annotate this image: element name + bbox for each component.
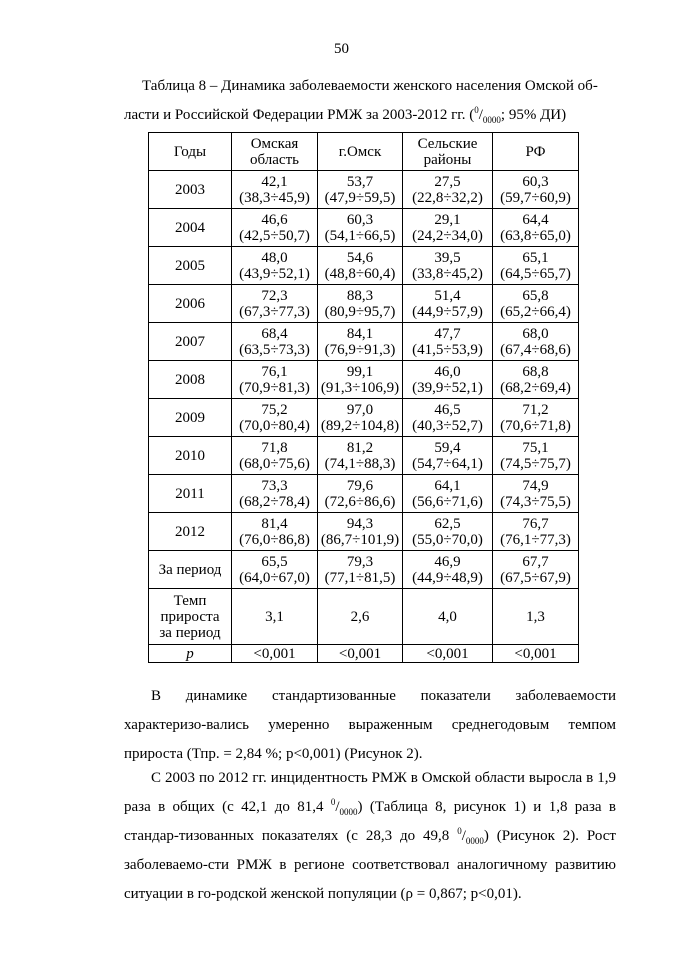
- table-cell: 65,5 (64,0÷67,0): [232, 551, 318, 589]
- table-cell: 48,0 (43,9÷52,1): [232, 247, 318, 285]
- table-cell: 94,3 (86,7÷101,9): [318, 513, 403, 551]
- table-cell: 81,2 (74,1÷88,3): [318, 437, 403, 475]
- table-cell: 68,0 (67,4÷68,6): [493, 323, 579, 361]
- p-value: <0,001: [493, 645, 579, 663]
- table-cell: 79,6 (72,6÷86,6): [318, 475, 403, 513]
- growth-value: 1,3: [493, 589, 579, 645]
- table-cell: 79,3 (77,1÷81,5): [318, 551, 403, 589]
- table-cell: 54,6 (48,8÷60,4): [318, 247, 403, 285]
- table-row: [149, 209, 579, 247]
- table-cell: 65,1 (64,5÷65,7): [493, 247, 579, 285]
- row-label: 2007: [149, 323, 232, 361]
- p-value: <0,001: [318, 645, 403, 663]
- table-row: [149, 475, 579, 513]
- table-row: [149, 285, 579, 323]
- table-cell: 29,1 (24,2÷34,0): [403, 209, 493, 247]
- paragraph-2: С 2003 по 2012 гг. инцидентность РМЖ в Омской области выросла в 1,9 раза в общих (с 42,1 до 81,4 $^0/_{0000}$) (Таблица 8, рисунок 1) и 1,8 раза в стандар-тизованных показателях (с 28,3 до 49,8 $^0/_{0000}$) (Рисунок 2). Рост заболеваемо-сти РМЖ в регионе соответствовал аналогичному развитию ситуации в го-родской женской популяции (ρ = 0,867; p<0,01).: [124, 770, 616, 902]
- header-rf: РФ: [493, 133, 579, 171]
- header-omsk-city: г.Омск: [318, 133, 403, 171]
- paragraph-1: В динамике стандартизованные показатели заболеваемости характеризо-вались умеренно выраженным среднегодовым темпом прироста (Тпр. = 2,84 %; p<0,001) (Рисунок 2).: [124, 688, 616, 762]
- header-years: Годы: [149, 133, 232, 171]
- table-cell: 68,8 (68,2÷69,4): [493, 361, 579, 399]
- table-row: [149, 171, 579, 209]
- table-cell: 60,3 (59,7÷60,9): [493, 171, 579, 209]
- row-label: 2004: [149, 209, 232, 247]
- table-row: [149, 551, 579, 589]
- caption-line-2: ласти и Российской Федерации РМЖ за 2003-2012 гг. (: [124, 107, 475, 123]
- p-label: p: [149, 645, 232, 663]
- table-cell: 47,7 (41,5÷53,9): [403, 323, 493, 361]
- row-label: За период: [149, 551, 232, 589]
- row-label: 2011: [149, 475, 232, 513]
- table-cell: 73,3 (68,2÷78,4): [232, 475, 318, 513]
- table-cell: 46,0 (39,9÷52,1): [403, 361, 493, 399]
- growth-value: 3,1: [232, 589, 318, 645]
- row-label: 2005: [149, 247, 232, 285]
- table-cell: 71,8 (68,0÷75,6): [232, 437, 318, 475]
- table-cell: 64,4 (63,8÷65,0): [493, 209, 579, 247]
- header-rural: Сельские районы: [403, 133, 493, 171]
- table-cell: 51,4 (44,9÷57,9): [403, 285, 493, 323]
- p-value: <0,001: [232, 645, 318, 663]
- table-cell: 76,1 (70,9÷81,3): [232, 361, 318, 399]
- caption-unit-slash: /: [478, 107, 483, 123]
- table-cell: 46,9 (44,9÷48,9): [403, 551, 493, 589]
- table-cell: 75,1 (74,5÷75,7): [493, 437, 579, 475]
- table-cell: 42,1 (38,3÷45,9): [232, 171, 318, 209]
- table-row: [149, 437, 579, 475]
- caption-line-1: Таблица 8 – Динамика заболеваемости женского населения Омской об-: [142, 78, 598, 94]
- table-cell: 53,7 (47,9÷59,5): [318, 171, 403, 209]
- table-row: [149, 361, 579, 399]
- table-row: [149, 323, 579, 361]
- growth-row: [149, 589, 579, 645]
- table-cell: 74,9 (74,3÷75,5): [493, 475, 579, 513]
- caption-unit-sup: 0: [474, 105, 479, 115]
- table-cell: 60,3 (54,1÷66,5): [318, 209, 403, 247]
- table-cell: 88,3 (80,9÷95,7): [318, 285, 403, 323]
- row-label: 2009: [149, 399, 232, 437]
- row-label: 2003: [149, 171, 232, 209]
- table-cell: 75,2 (70,0÷80,4): [232, 399, 318, 437]
- table-cell: 67,7 (67,5÷67,9): [493, 551, 579, 589]
- table-cell: 81,4 (76,0÷86,8): [232, 513, 318, 551]
- p-value: <0,001: [403, 645, 493, 663]
- table-cell: 99,1 (91,3÷106,9): [318, 361, 403, 399]
- page-number: 50: [334, 41, 349, 57]
- table-row: [149, 247, 579, 285]
- header-omsk-region: Омская область: [232, 133, 318, 171]
- table-cell: 46,6 (42,5÷50,7): [232, 209, 318, 247]
- caption-unit-sub: 0000: [482, 115, 501, 125]
- row-label: 2010: [149, 437, 232, 475]
- growth-label: Темп прироста за период: [149, 589, 232, 645]
- growth-value: 4,0: [403, 589, 493, 645]
- table-cell: 97,0 (89,2÷104,8): [318, 399, 403, 437]
- table-cell: 39,5 (33,8÷45,2): [403, 247, 493, 285]
- caption-tail: ; 95% ДИ): [500, 107, 567, 123]
- table-cell: 68,4 (63,5÷73,3): [232, 323, 318, 361]
- table-cell: 64,1 (56,6÷71,6): [403, 475, 493, 513]
- table-cell: 76,7 (76,1÷77,3): [493, 513, 579, 551]
- table-cell: 27,5 (22,8÷32,2): [403, 171, 493, 209]
- table-cell: 65,8 (65,2÷66,4): [493, 285, 579, 323]
- incidence-table: [148, 132, 579, 663]
- table-cell: 84,1 (76,9÷91,3): [318, 323, 403, 361]
- table-cell: 62,5 (55,0÷70,0): [403, 513, 493, 551]
- row-label: 2006: [149, 285, 232, 323]
- row-label: 2008: [149, 361, 232, 399]
- table-caption: [124, 72, 616, 130]
- table-cell: 59,4 (54,7÷64,1): [403, 437, 493, 475]
- table-header-row: [149, 133, 579, 171]
- row-label: 2012: [149, 513, 232, 551]
- p-row: [149, 645, 579, 663]
- table-cell: 46,5 (40,3÷52,7): [403, 399, 493, 437]
- table-cell: 71,2 (70,6÷71,8): [493, 399, 579, 437]
- table-row: [149, 513, 579, 551]
- table-row: [149, 399, 579, 437]
- table-cell: 72,3 (67,3÷77,3): [232, 285, 318, 323]
- growth-value: 2,6: [318, 589, 403, 645]
